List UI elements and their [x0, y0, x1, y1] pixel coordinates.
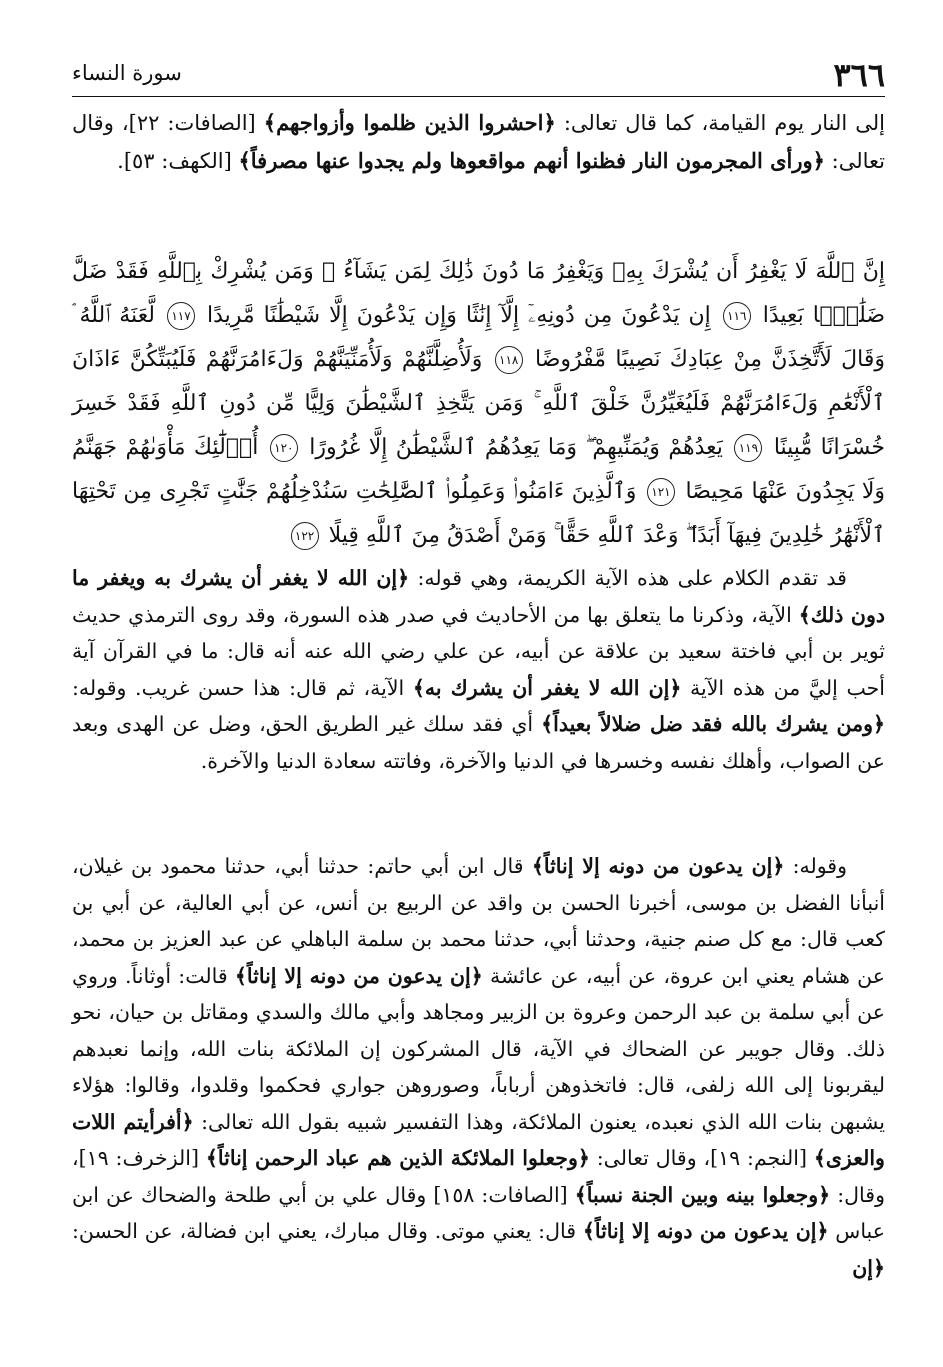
verse-number-marker: ١٢١ [647, 478, 675, 506]
intro-paragraph [72, 104, 885, 180]
verse-number-marker: ١١٦ [723, 302, 751, 330]
intro-text: [الكهف: ٥٣]. [117, 149, 239, 173]
verse-text: لَّعَنَهُ ٱللَّهُ ۘ وَقَالَ لَأَتَّخِذَنَّ مِنْ عِبَادِكَ نَصِيبًا مَّفْرُوضًا [72, 303, 885, 372]
quran-quote: ﴿إن يدعون من دونه إلا إناثاً﴾ [234, 963, 483, 988]
intro-text: [الصافات: ٢٢]، وقال تعالى: [72, 111, 885, 173]
quran-quote: ﴿إن [852, 1255, 885, 1280]
verse-text: وَلَأُضِلَّنَّهُمْ وَلَأُمَنِّيَنَّهُمْ وَلَءَامُرَنَّهُمْ فَلَيُبَتِّكُنَّ ءَاذَانَ ٱلْأَنْعَٰمِ وَلَءَامُرَنَّهُمْ فَلَيُغَيِّرُنَّ خَلْقَ ٱللَّهِ ۚ وَمَن يَتَّخِذِ ٱلشَّيْطَٰنَ وَلِيًّا مِّن دُونِ ٱللَّهِ فَقَدْ خَسِرَ خُسْرَانًا مُّبِينًا [72, 347, 885, 460]
commentary-text [72, 560, 885, 779]
quran-quote: ﴿إن يدعون من دونه إلا إناثاً﴾ [582, 1219, 829, 1243]
quran-quote: ﴿وجعلوا الملائكة الذين هم عباد الرحمن إناثاً﴾ [205, 1146, 590, 1170]
commentary-paragraph-1 [72, 560, 885, 779]
commentary-text: [الزخرف: ١٩]، وقال: [72, 1146, 886, 1207]
commentary-text: الآية، ثم قال: هذا حسن غريب. وقوله: [72, 675, 413, 700]
header-divider [72, 96, 885, 97]
quran-quote: ﴿وجعلوا بينه وبين الجنة نسباً﴾ [574, 1182, 831, 1207]
quran-quote: ﴿إن الله لا يغفر أن يشرك به﴾ [412, 675, 682, 700]
commentary-text: قالت: أوثاناً. وروي عن أبي سلمة بن عبد الرحمن وعروة بن الزبير ومجاهد وأبي مالك والسدي ومقاتل بن حيان، نحو ذلك. وقال جويبر عن الضحاك في الآية، قال المشركون إن الملائكة بنات الله، وإنما نعبدهم ليقربونا إلى الله زلفى، قال: فاتخذوهن أرباباً، وصوروهن جواري فحكموا وقلدوا، وقالوا: هؤلاء يشبهن بنات الله الذي نعبده، يعنون الملائكة، وهذا التفسير شبيه بقول الله تعالى: [72, 963, 885, 1134]
commentary-text: قد تقدم الكلام على هذه الآية الكريمة، وهي قوله: [409, 566, 847, 590]
verse-text: يَعِدُهُمْ وَيُمَنِّيهِمْ ۖ وَمَا يَعِدُهُمُ ٱلشَّيْطَٰنُ إِلَّا غُرُورًا [309, 435, 723, 460]
intro-text: إلى النار يوم القيامة، كما قال تعالى: [555, 111, 886, 135]
verse-number-marker: ١١٩ [734, 434, 762, 462]
commentary-text [72, 848, 885, 1286]
verse-number-marker: ١١٧ [167, 302, 195, 330]
verse-number-marker: ١١٨ [495, 346, 523, 374]
commentary-text: قال ابن أبي حاتم: حدثنا أبي، حدثنا محمود بن غيلان، أنبأنا الفضل بن موسى، أخبرنا الحسن بن واقد عن الربيع بن أنس، عن أبي العالية، عن أبي بن كعب قال: مع كل صنم جنية، وحدثنا أبي، حدثنا محمد بن سلمة الباهلي عن عبد العزيز بن محمد، عن هشام يعني ابن عروة، عن أبيه، عن عائشة [72, 854, 885, 988]
quran-quote: ﴿ومن يشرك بالله فقد ضل ضلالاً بعيداً﴾ [541, 712, 885, 736]
verse-text: وَٱلَّذِينَ ءَامَنُوا۟ وَعَمِلُوا۟ ٱلصَّٰلِحَٰتِ سَنُدْخِلُهُمْ جَنَّٰتٍ تَجْرِى مِن تَحْتِهَا ٱلْأَنْهَٰرُ خَٰلِدِينَ فِيهَآ أَبَدًا ۖ وَعْدَ ٱللَّهِ حَقًّا ۚ وَمَنْ أَصْدَقُ مِنَ ٱللَّهِ قِيلًا [72, 479, 885, 548]
verse-text: إِنَّ ٱللَّهَ لَا يَغْفِرُ أَن يُشْرَكَ بِهِۦ وَيَغْفِرُ مَا دُونَ ذَٰلِكَ لِمَن يَشَآءُ ۚ وَمَن يُشْرِكْ بِٱللَّهِ فَقَدْ ضَلَّ ضَلَٰلًۢا بَعِيدًا [72, 259, 886, 328]
verse-number-marker: ١٢٠ [270, 434, 298, 462]
commentary-text: أي فقد سلك غير الطريق الحق، وضل عن الهدى وبعد عن الصواب، وأهلك نفسه وخسرها في الدنيا والآخرة، وفاتته سعادة الدنيا والآخرة. [72, 712, 885, 773]
commentary-text: [الصافات: ١٥٨] وقال علي بن أبي طلحة والضحاك عن ابن عباس [72, 1182, 885, 1243]
verse-text: إِن يَدْعُونَ مِن دُونِهِۦٓ إِلَّآ إِنَٰثًا وَإِن يَدْعُونَ إِلَّا شَيْطَٰنًا مَّرِيدًا [206, 303, 711, 328]
quran-quote: ﴿ورأى المجرمون النار فظنوا أنهم مواقعوها ولم يجدوا عنها مصرفاً﴾ [238, 148, 825, 173]
commentary-text: وقوله: [784, 854, 847, 878]
surah-name: سورة النساء [72, 61, 182, 85]
commentary-text: الآية، وذكرنا ما يتعلق بها من الأحاديث في صدر هذه السورة، وقد روى الترمذي حديث ثوير بن أبي فاختة سعيد بن علاقة عن أبيه، عن علي رضي الله عنه أنه قال: ما في القرآن آية أحب إليَّ من هذه الآية [72, 602, 885, 700]
verse-number-marker: ١٢٢ [291, 522, 319, 550]
quran-quote: ﴿أفرأيتم اللات والعزى﴾ [72, 1109, 885, 1170]
verse-text: أُو۟لَٰٓئِكَ مَأْوَىٰهُمْ جَهَنَّمُ وَلَا يَجِدُونَ عَنْهَا مَحِيصًا [72, 435, 886, 504]
quran-quote: ﴿إن يدعون من دونه إلا إناثاً﴾ [531, 854, 785, 878]
commentary-paragraph-2 [72, 848, 885, 1286]
commentary-text: قال: يعني موتى. وقال مبارك، يعني ابن فضالة، عن الحسن: [72, 1219, 583, 1243]
quran-quote: ﴿احشروا الذين ظلموا وأزواجهم﴾ [263, 110, 556, 135]
quran-verses [72, 250, 885, 558]
page-number: ٣٦٦ [833, 56, 885, 94]
commentary-text: [النجم: ١٩]، وقال تعالى: [589, 1146, 814, 1170]
page-header [72, 55, 885, 93]
quran-quote: ﴿إن الله لا يغفر أن يشرك به ويغفر ما دون ذلك﴾ [72, 566, 885, 627]
